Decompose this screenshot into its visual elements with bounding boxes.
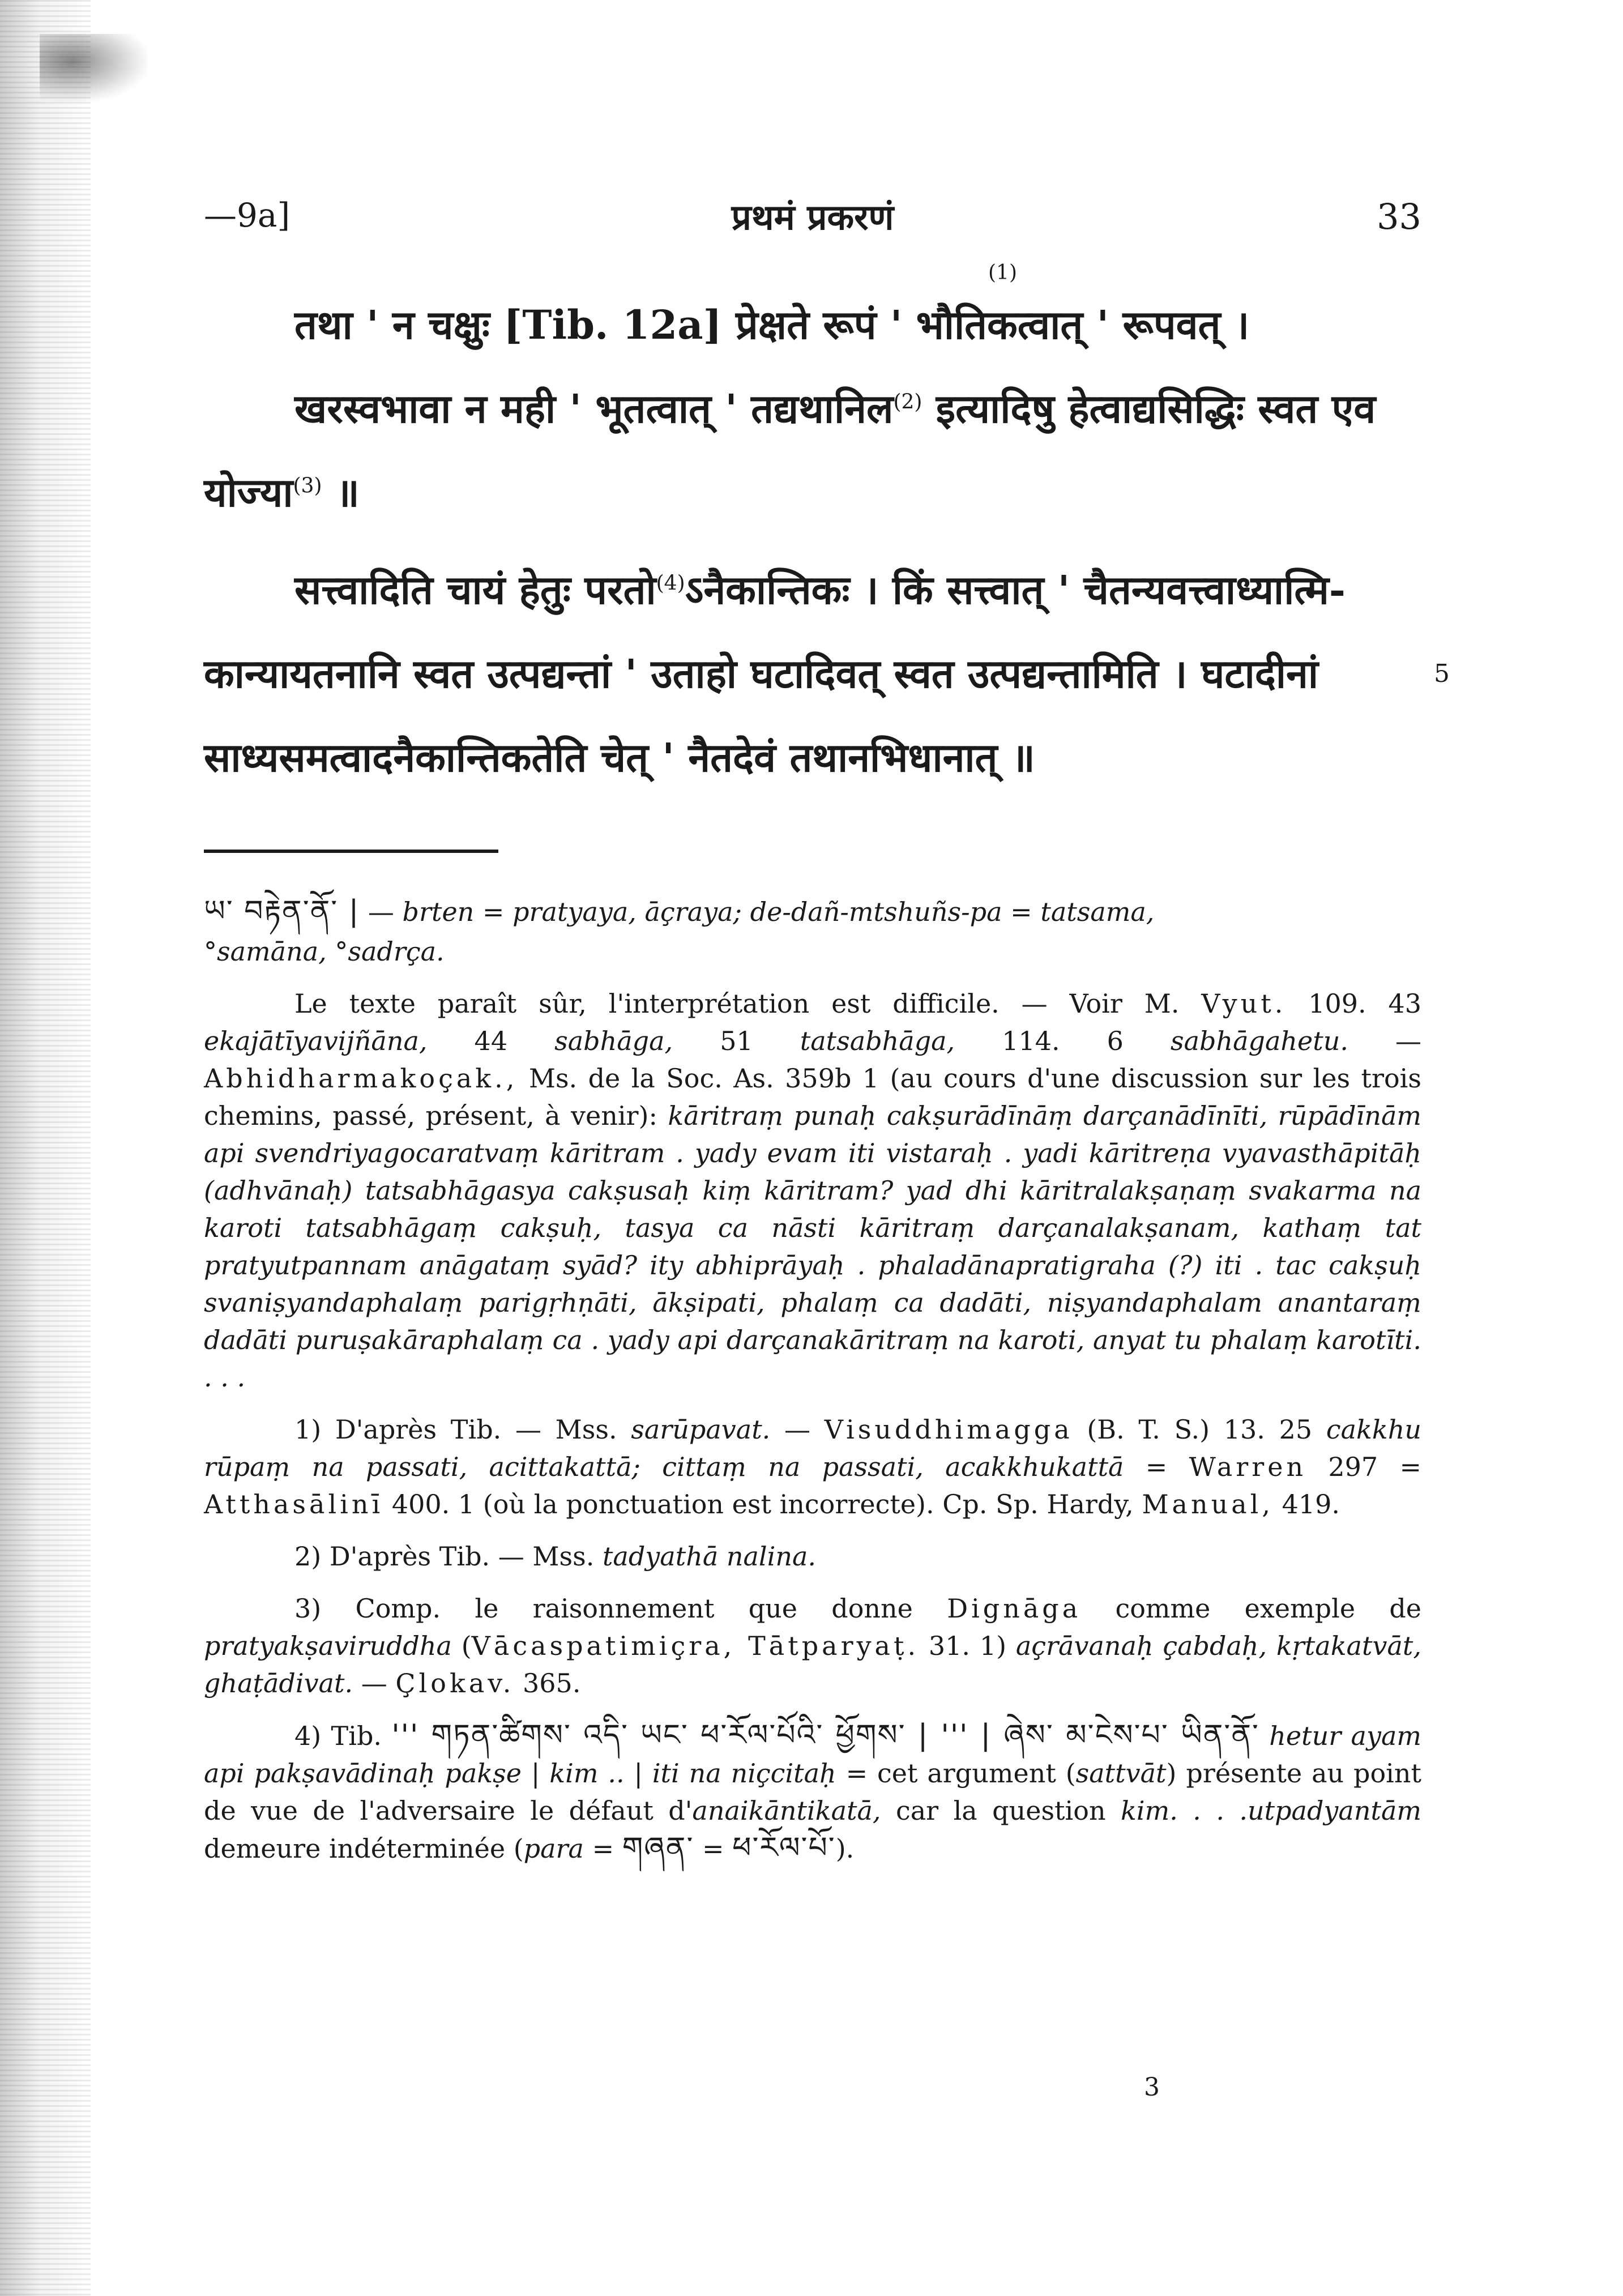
sanskrit-text xyxy=(204,261,1450,800)
footnote-marker-4: (4) xyxy=(656,571,685,595)
footnote-marker-3: (3) xyxy=(293,474,322,498)
gloss-tibetan-cont: °samāna, °sadrça. xyxy=(204,936,445,967)
footnote-4: 4) Tib. ''' གཏན་ཚིགས་ འདི་ ཡང་ ཕ་རོལ་པོའི་ ཕྱོགས་ | ''' | ཞེས་ མ་ངེས་པ་ ཡིན་ནོ་ hetur ayam api pakṣavādinaḥ pakṣe | kim .. | iti na niçcitaḥ = cet argument (sattvāt) présente au point de vue de l'adversaire le défaut d'anaikāntikatā, car la question kim. . . .utpadyantām demeure indéterminée (para = གཞན་ = ཕ་རོལ་པོ་). xyxy=(204,1718,1422,1865)
sanskrit-line-2: खरस्वभावा न मही ' भूतत्वात् ' तद्यथानिल$^{(2)}$ इत्यादिषु हेत्वाद्यसिद्धिः स्वत एव xyxy=(294,385,1376,432)
chapter-title: प्रथमं प्रकरणं xyxy=(731,197,894,238)
scan-edge-shadow xyxy=(0,0,91,2296)
footnotes xyxy=(204,893,1421,1867)
line-number: 5 xyxy=(1434,659,1450,688)
scan-blot xyxy=(40,34,147,102)
running-header xyxy=(204,193,1421,244)
sanskrit-line-1: तथा ' न चक्षुः [Tib. 12a] प्रेक्षते रूपं ' भौतिकत्वात् ' रूपवत् । (1) xyxy=(294,261,1250,348)
commentary-paragraph: Le texte paraît sûr, l'interprétation est difficile. — Voir M. Vyut. 109. 43 ekajātīyavijñāna, 44 sabhāga, 51 tatsabhāga, 114. 6 sabhāgahetu. — Abhidharmakoçak., Ms. de la Soc. As. 359b 1 (au cours d'une discussion sur les trois chemins, passé, présent, à venir): kāritraṃ punaḥ cakṣurādīnāṃ darçanādīnīti, rūpādīnām api svendriyagocaratvaṃ kāritram . yady evam iti vistaraḥ . yadi kāritreṇa vyavasthāpitāḥ (adhvānaḥ) tatsabhāgasya cakṣusaḥ kiṃ kāritram? yad dhi kāritralakṣaṇaṃ svakarma na karoti tatsabhāgaṃ cakṣuḥ, tasya ca nāsti kāritraṃ darçanalakṣanam, kathaṃ tat pratyutpannam anāgataṃ syād? ity abhiprāyaḥ . phaladānapratigraha (?) iti . tac cakṣuḥ svaniṣyandaphalaṃ parigṛhṇāti, ākṣipati, phalaṃ ca dadāti, niṣyandaphalam anantaraṃ dadāti puruṣakāraphalaṃ ca . yady api darçanakāritraṃ na karoti, anyat tu phalaṃ karotīti. . . . xyxy=(204,988,1422,1393)
footnote-1: 1) D'après Tib. — Mss. sarūpavat. — Visuddhimagga (B. T. S.) 13. 25 cakkhu rūpaṃ na passati, acittakattā; cittaṃ na passati, acakkhukattā = Warren 297 = Atthasālinī 400. 1 (où la ponctuation est incorrecte). Cp. Sp. Hardy, Manual, 419. xyxy=(204,1414,1422,1520)
gloss-tibetan: ཡ་ བརྟེན་ནོ་ | — brten = pratyaya, āçraya; de-dañ-mtshuñs-pa = tatsama, xyxy=(204,894,1155,928)
sanskrit-line-3: योज्या$^{(3)}$ ॥ xyxy=(204,469,360,516)
footnote-3: 3) Comp. le raisonnement que donne Dignāga comme exemple de pratyakṣaviruddha (Vācaspatimiçra, Tātparyaṭ. 31. 1) açrāvanaḥ çabdaḥ, kṛtakatvāt, ghaṭādivat. — Çlokav. 365. xyxy=(204,1593,1422,1698)
footnote-2: 2) D'après Tib. — Mss. tadyathā nalina. xyxy=(294,1541,817,1572)
sanskrit-line-4: सत्त्वादिति चायं हेतुः परतो$^{(4)}$ऽनैकान्तिकः । किं सत्त्वात् ' चैतन्यवत्त्वाध्यात्मि- xyxy=(294,566,1346,613)
section-reference: —9a] xyxy=(204,196,291,234)
page-number-top: 33 xyxy=(1377,196,1421,237)
page xyxy=(204,193,1450,1882)
sanskrit-line-5: कान्यायतनानि स्वत उत्पद्यन्तां ' उताहो घटादिवत् स्वत उत्पद्यन्तामिति । घटादीनां 5 xyxy=(204,632,1421,716)
sanskrit-line-6: साध्यसमत्वादनैकान्तिकतेति चेत् ' नैतदेवं तथानभिधानात् ॥ xyxy=(204,734,1035,781)
footnote-separator xyxy=(204,850,498,853)
signature-number: 3 xyxy=(1144,2073,1160,2102)
footnote-marker-2: (2) xyxy=(893,390,922,414)
